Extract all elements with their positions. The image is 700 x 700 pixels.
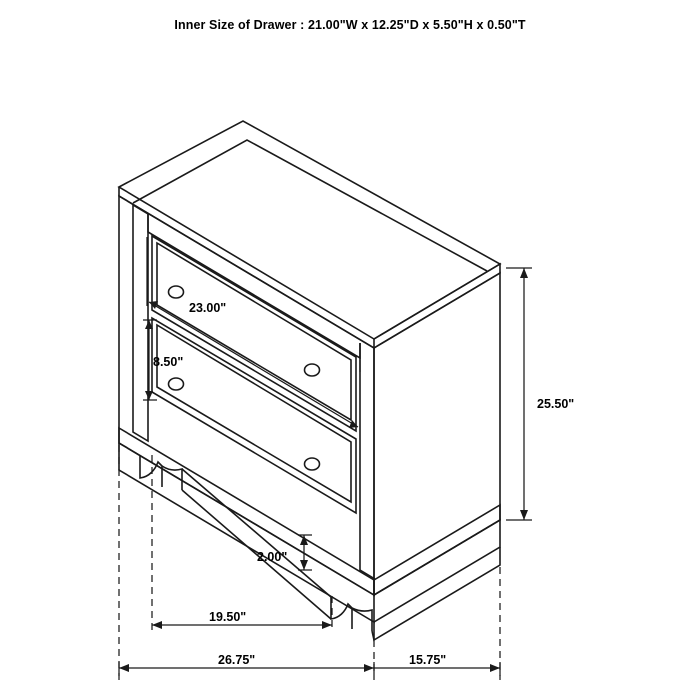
base-apron [119, 428, 500, 622]
case-side-face [374, 273, 500, 595]
label-front-width: 26.75" [218, 653, 256, 667]
label-total-height: 25.50" [537, 397, 575, 411]
label-inner-front-width: 19.50" [209, 610, 247, 624]
label-drawer-width: 23.00" [189, 301, 227, 315]
top-inner-edge [133, 140, 487, 271]
label-side-depth: 15.75" [409, 653, 447, 667]
page-title: Inner Size of Drawer : 21.00"W x 12.25"D x 5.50"H x 0.50"T [174, 18, 526, 32]
label-foot-height: 2.00" [257, 550, 288, 564]
label-drawer-height: 8.50" [153, 355, 184, 369]
case-top-panel [119, 121, 500, 348]
